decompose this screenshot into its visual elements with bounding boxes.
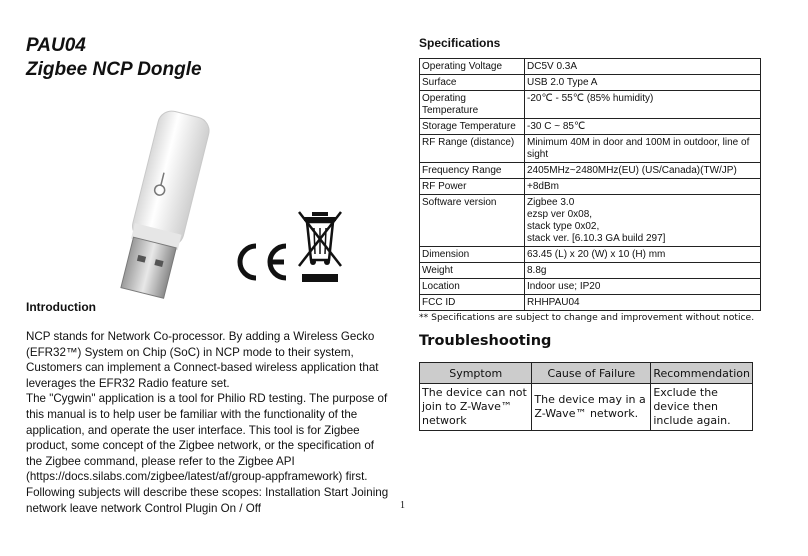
spec-label-cell: FCC ID bbox=[420, 295, 525, 311]
spec-value-cell: DC5V 0.3A bbox=[525, 59, 761, 75]
ce-mark-icon bbox=[232, 240, 290, 284]
spec-value-cell: +8dBm bbox=[525, 179, 761, 195]
column-header-cause: Cause of Failure bbox=[532, 363, 651, 384]
introduction-body bbox=[26, 329, 391, 516]
troubleshooting-heading: Troubleshooting bbox=[419, 333, 552, 349]
spec-value-cell: 63.45 (L) x 20 (W) x 10 (H) mm bbox=[525, 247, 761, 263]
cause-cell: The device may in a Z-Wave™ network. bbox=[532, 384, 651, 431]
intro-paragraph: Following subjects will describe these scopes: Installation Start Joining network leave network Control Plugin On / Off bbox=[26, 485, 389, 515]
spec-value-cell: Zigbee 3.0 ezsp ver 0x08, stack type 0x02, stack ver. [6.10.3 GA build 297] bbox=[525, 195, 761, 247]
recommendation-cell: Exclude the device then include again. bbox=[651, 384, 753, 431]
specifications-heading: Specifications bbox=[419, 36, 501, 50]
table-row bbox=[420, 384, 753, 431]
spec-value-cell: USB 2.0 Type A bbox=[525, 75, 761, 91]
spec-value-cell: Minimum 40M in door and 100M in outdoor, line of sight bbox=[525, 135, 761, 163]
spec-label-cell: Storage Temperature bbox=[420, 119, 525, 135]
table-row bbox=[420, 263, 761, 279]
table-row bbox=[420, 279, 761, 295]
intro-paragraph: The "Cygwin" application is a tool for Philio RD testing. The purpose of this manual is to help user be familiar with the functionality of the application, and operate the user interface. This tool is for Zigbee product, some concept of the Zigbee network, or the specification of the Zigbee command, please refer to the Zigbee API (https://docs.silabs.com/zigbee/latest/af/group-appframework) first. bbox=[26, 392, 388, 484]
intro-paragraph: NCP stands for Network Co-processor. By adding a Wireless Gecko (EFR32™) System on Chip (SoC) in NCP mode to their system, Customers can implement a Connect-based wireless application that leverages the EFR32 Radio feature set. bbox=[26, 330, 379, 390]
spec-label-cell: RF Range (distance) bbox=[420, 135, 525, 163]
spec-value-cell: 8.8g bbox=[525, 263, 761, 279]
spec-label-cell: Software version bbox=[420, 195, 525, 247]
product-name: Zigbee NCP Dongle bbox=[26, 59, 202, 80]
spec-label-cell: Location bbox=[420, 279, 525, 295]
spec-label-cell: RF Power bbox=[420, 179, 525, 195]
document-title bbox=[26, 34, 202, 82]
table-row bbox=[420, 179, 761, 195]
spec-label-cell: Operating Temperature bbox=[420, 91, 525, 119]
symptom-cell: The device can not join to Z-Wave™ network bbox=[420, 384, 532, 431]
spec-label-cell: Dimension bbox=[420, 247, 525, 263]
introduction-heading: Introduction bbox=[26, 300, 96, 314]
page-number: 1 bbox=[400, 500, 405, 511]
troubleshooting-table bbox=[419, 362, 753, 431]
table-row bbox=[420, 195, 761, 247]
spec-label-cell: Weight bbox=[420, 263, 525, 279]
spec-value-cell: 2405MHz~2480MHz(EU) (US/Canada)(TW/JP) bbox=[525, 163, 761, 179]
column-header-symptom: Symptom bbox=[420, 363, 532, 384]
specifications-note: ** Specifications are subject to change and improvement without notice. bbox=[419, 312, 755, 323]
spec-value-cell: -20℃ - 55℃ (85% humidity) bbox=[525, 91, 761, 119]
spec-value-cell: Indoor use; IP20 bbox=[525, 279, 761, 295]
table-row bbox=[420, 75, 761, 91]
column-header-recommendation: Recommendation bbox=[651, 363, 753, 384]
table-row bbox=[420, 135, 761, 163]
specifications-table bbox=[419, 58, 761, 311]
table-row bbox=[420, 91, 761, 119]
spec-label-cell: Operating Voltage bbox=[420, 59, 525, 75]
spec-value-cell: RHHPAU04 bbox=[525, 295, 761, 311]
spec-label-cell: Surface bbox=[420, 75, 525, 91]
usb-dongle-image bbox=[110, 110, 220, 310]
table-row bbox=[420, 163, 761, 179]
table-row bbox=[420, 119, 761, 135]
weee-bin-icon bbox=[296, 208, 344, 286]
table-row bbox=[420, 59, 761, 75]
table-row bbox=[420, 295, 761, 311]
model-name: PAU04 bbox=[26, 35, 86, 56]
spec-value-cell: -30 C ~ 85℃ bbox=[525, 119, 761, 135]
table-row bbox=[420, 247, 761, 263]
spec-label-cell: Frequency Range bbox=[420, 163, 525, 179]
